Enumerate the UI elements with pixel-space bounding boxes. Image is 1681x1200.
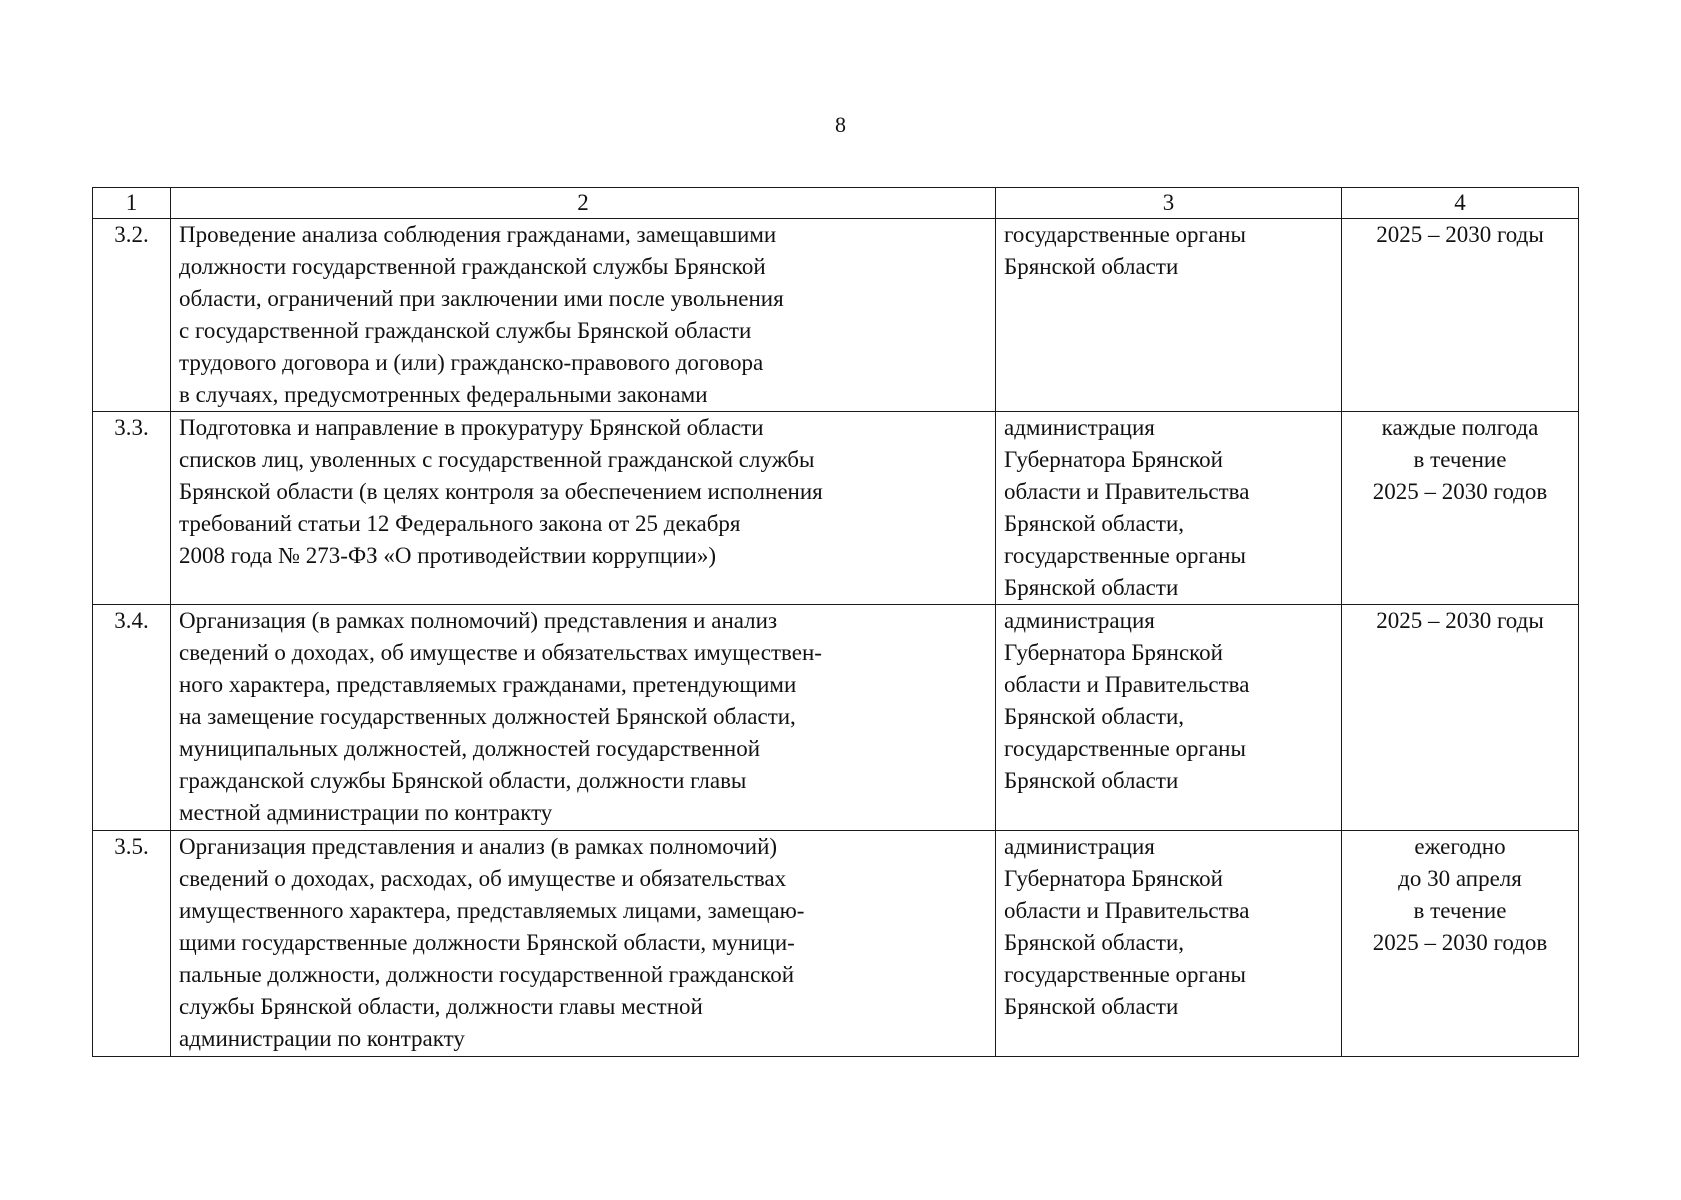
measure-line: на замещение государственных должностей Брянской области,	[179, 704, 796, 729]
measure-line: ного характера, представляемых гражданами, претендующими	[179, 672, 797, 697]
measures-table	[92, 187, 1579, 1057]
header-col-4: 4	[1342, 188, 1579, 219]
measure-line: Проведение анализа соблюдения гражданами, замещавшими	[179, 222, 777, 247]
measure-line: службы Брянской области, должности главы местной	[179, 994, 703, 1019]
table-row	[93, 412, 1579, 605]
table-body	[93, 219, 1579, 1057]
table-row	[93, 219, 1579, 412]
responsible-line: Губернатора Брянской	[1004, 640, 1223, 665]
responsible-line: государственные органы	[1004, 962, 1246, 987]
responsible-cell	[996, 831, 1342, 1057]
responsible-line: Брянской области,	[1004, 704, 1185, 729]
responsible-line: администрация	[1004, 608, 1155, 633]
responsible-cell	[996, 412, 1342, 605]
responsible-cell	[996, 605, 1342, 831]
table-row	[93, 605, 1579, 831]
responsible-line: государственные органы	[1004, 736, 1246, 761]
period-line: 2025 – 2030 годов	[1372, 930, 1548, 955]
measure-line: Брянской области (в целях контроля за обеспечением исполнения	[179, 479, 823, 504]
table-row	[93, 831, 1579, 1057]
period-line: каждые полгода	[1381, 415, 1539, 440]
measure-line: с государственной гражданской службы Брянской области	[179, 318, 752, 343]
responsible-cell	[996, 219, 1342, 412]
responsible-line: области и Правительства	[1004, 672, 1250, 697]
header-col-1: 1	[93, 188, 171, 219]
responsible-line: администрация	[1004, 834, 1155, 859]
measure-line: в случаях, предусмотренных федеральными законами	[179, 382, 708, 407]
measure-line: щими государственные должности Брянской области, муници-	[179, 930, 795, 955]
period-cell	[1342, 219, 1579, 412]
responsible-line: Брянской области	[1004, 994, 1179, 1019]
item-number: 3.3.	[93, 412, 171, 605]
period-line: в течение	[1413, 447, 1507, 472]
responsible-line: государственные органы	[1004, 543, 1246, 568]
measure-line: муниципальных должностей, должностей государственной	[179, 736, 761, 761]
responsible-line: Брянской области,	[1004, 930, 1185, 955]
responsible-line: Брянской области	[1004, 575, 1179, 600]
responsible-line: Брянской области	[1004, 254, 1179, 279]
period-line: 2025 – 2030 годов	[1372, 479, 1548, 504]
table-header	[93, 188, 1579, 219]
page-number: 8	[835, 112, 846, 137]
header-col-3: 3	[996, 188, 1342, 219]
period-line: 2025 – 2030 годы	[1376, 608, 1544, 633]
measure-cell	[171, 219, 996, 412]
measure-line: местной администрации по контракту	[179, 800, 553, 825]
measure-line: должности государственной гражданской службы Брянской	[179, 254, 766, 279]
measure-line: администрации по контракту	[179, 1026, 465, 1051]
measure-line: Подготовка и направление в прокуратуру Брянской области	[179, 415, 764, 440]
header-col-2: 2	[171, 188, 996, 219]
responsible-line: области и Правительства	[1004, 898, 1250, 923]
measure-line: требований статьи 12 Федерального закона от 25 декабря	[179, 511, 741, 536]
measure-line: сведений о доходах, об имуществе и обязательствах имуществен-	[179, 640, 822, 665]
measure-cell	[171, 831, 996, 1057]
measure-cell	[171, 412, 996, 605]
responsible-line: Губернатора Брянской	[1004, 866, 1223, 891]
item-number: 3.4.	[93, 605, 171, 831]
measure-line: области, ограничений при заключении ими после увольнения	[179, 286, 784, 311]
item-number: 3.5.	[93, 831, 171, 1057]
period-line: в течение	[1413, 898, 1507, 923]
period-line: ежегодно	[1414, 834, 1506, 859]
responsible-line: государственные органы	[1004, 222, 1246, 247]
measure-line: Организация (в рамках полномочий) представления и анализ	[179, 608, 778, 633]
responsible-line: Губернатора Брянской	[1004, 447, 1223, 472]
period-cell	[1342, 605, 1579, 831]
header-row	[93, 188, 1579, 219]
period-cell	[1342, 831, 1579, 1057]
measure-line: гражданской службы Брянской области, должности главы	[179, 768, 747, 793]
measure-line: пальные должности, должности государственной гражданской	[179, 962, 795, 987]
measure-cell	[171, 605, 996, 831]
measure-line: имущественного характера, представляемых лицами, замещаю-	[179, 898, 805, 923]
responsible-line: администрация	[1004, 415, 1155, 440]
measure-line: 2008 года № 273-ФЗ «О противодействии коррупции»)	[179, 543, 716, 568]
period-line: до 30 апреля	[1398, 866, 1522, 891]
measure-line: Организация представления и анализ (в рамках полномочий)	[179, 834, 778, 859]
period-line: 2025 – 2030 годы	[1376, 222, 1544, 247]
responsible-line: области и Правительства	[1004, 479, 1250, 504]
measure-line: трудового договора и (или) гражданско-правового договора	[179, 350, 764, 375]
responsible-line: Брянской области,	[1004, 511, 1185, 536]
period-cell	[1342, 412, 1579, 605]
measure-line: сведений о доходах, расходах, об имуществе и обязательствах	[179, 866, 787, 891]
responsible-line: Брянской области	[1004, 768, 1179, 793]
item-number: 3.2.	[93, 219, 171, 412]
measure-line: списков лиц, уволенных с государственной гражданской службы	[179, 447, 815, 472]
